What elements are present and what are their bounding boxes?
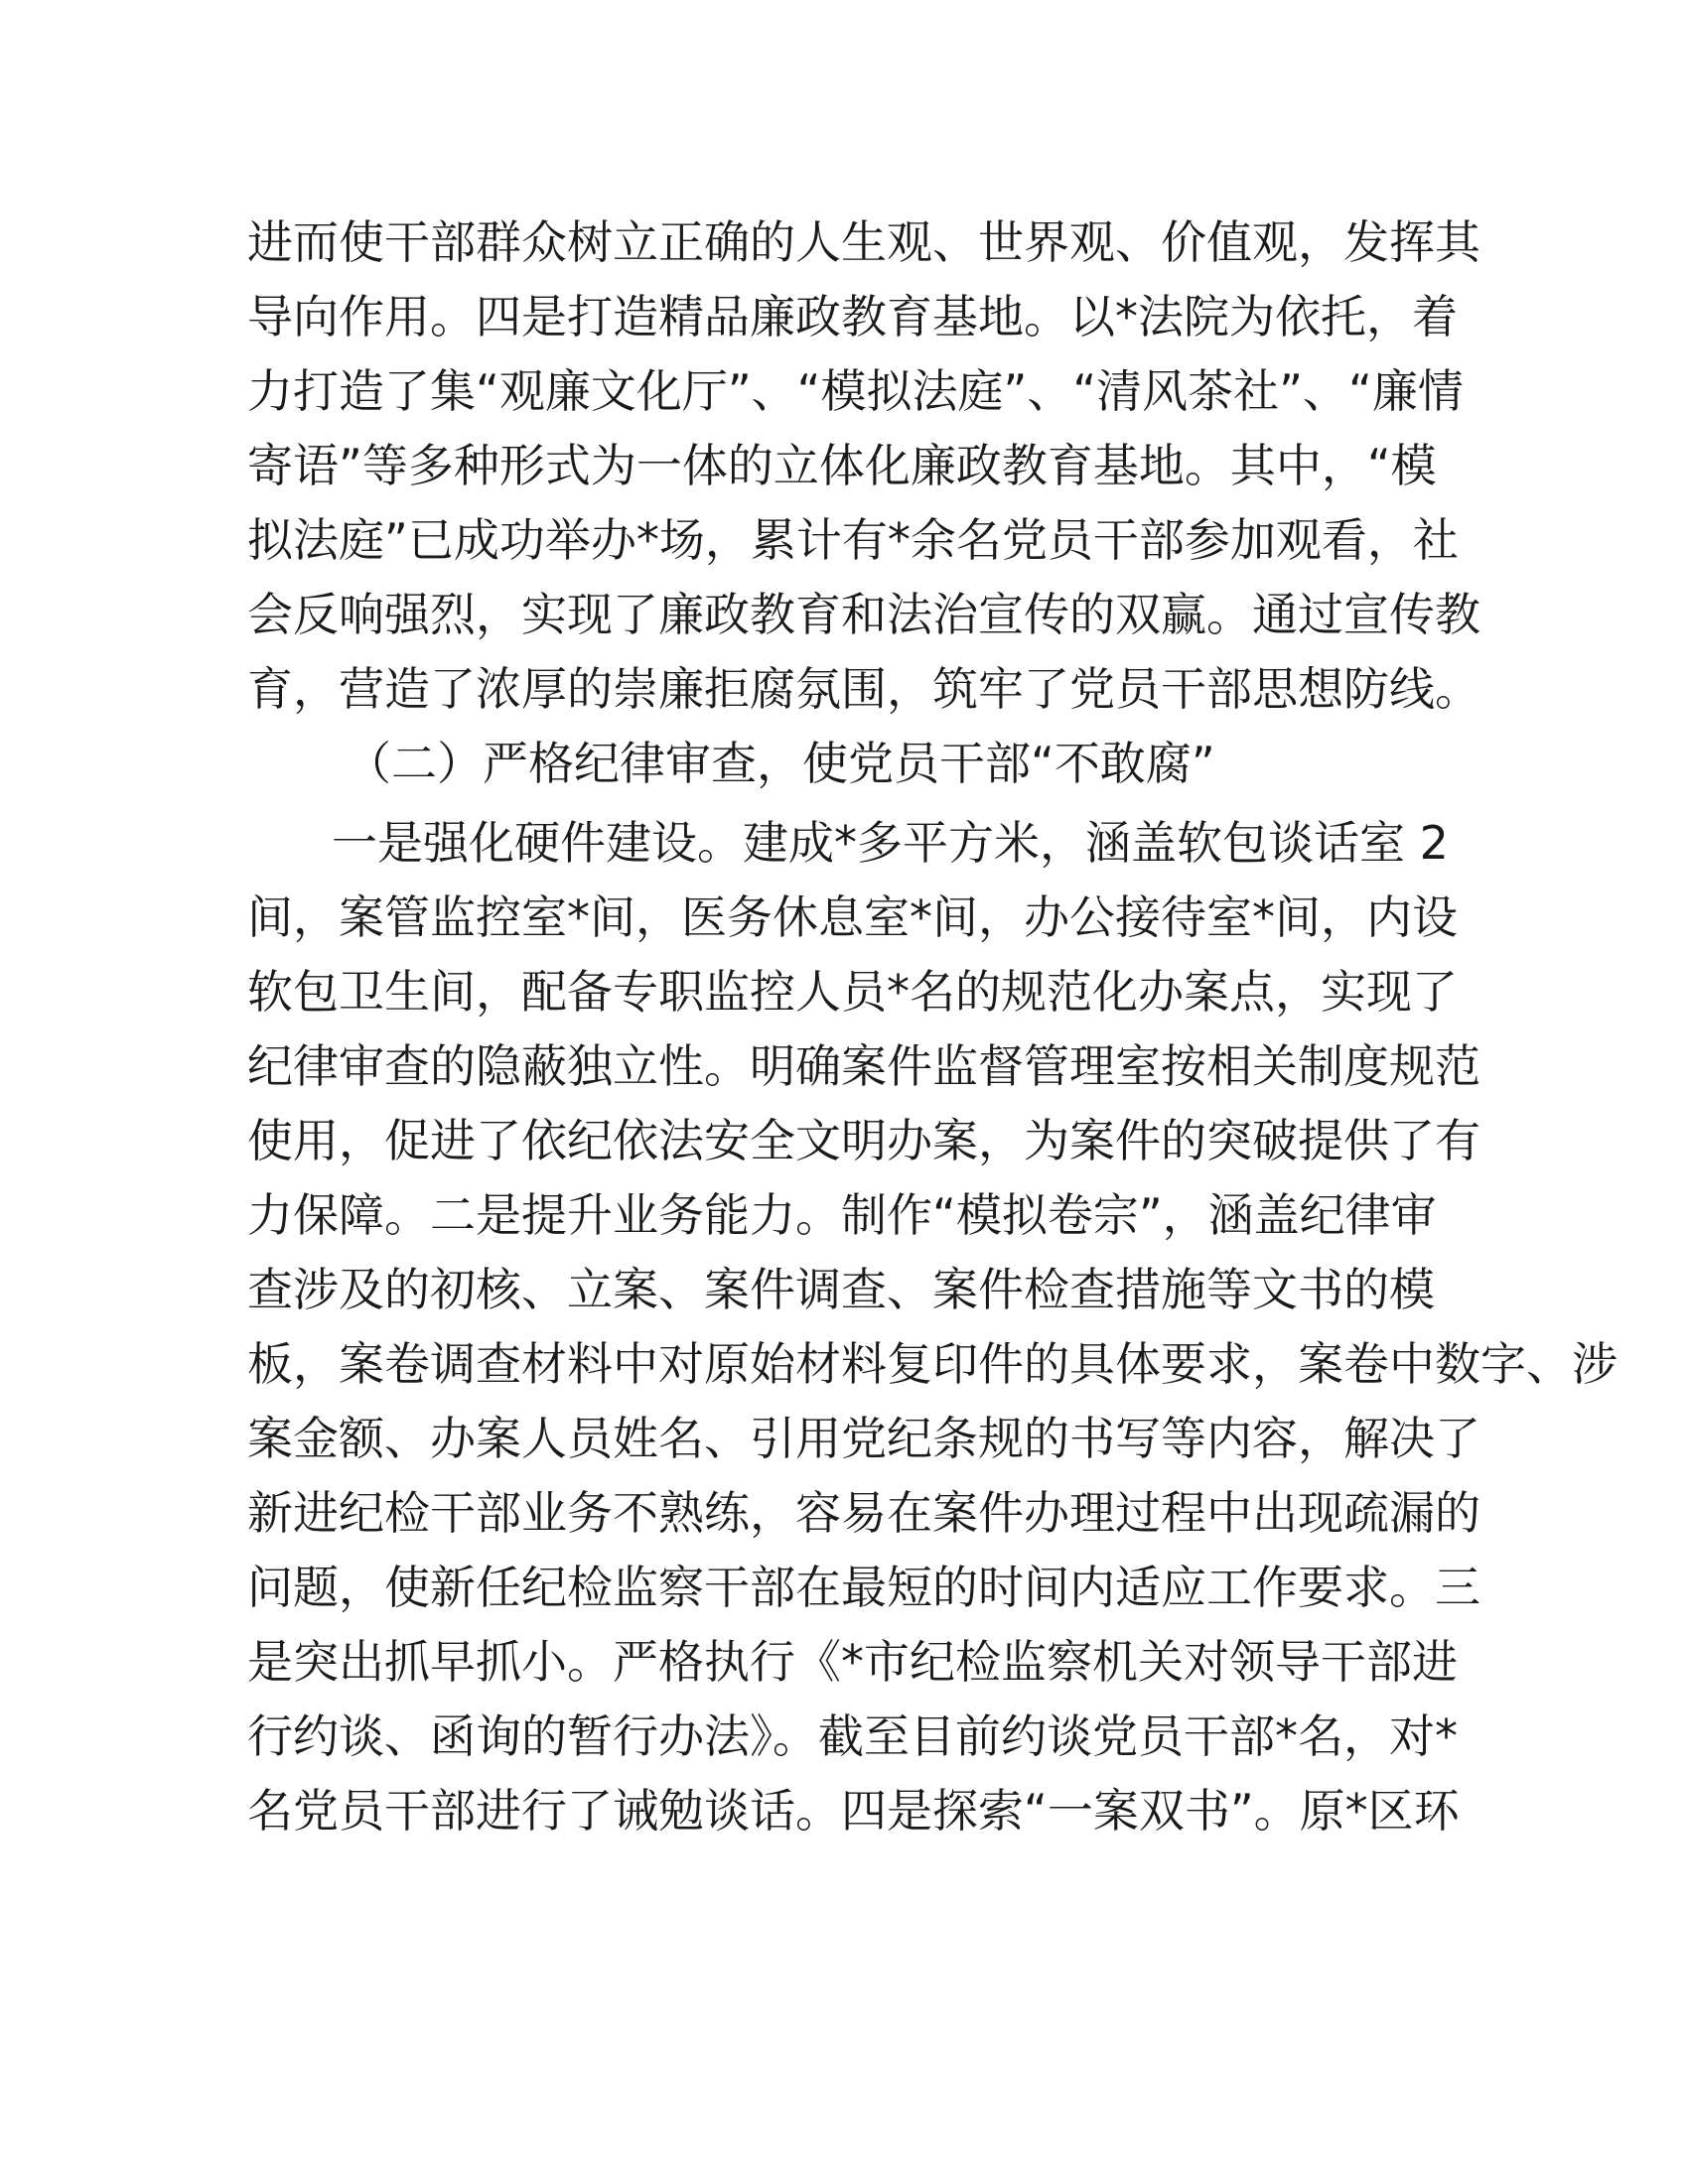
paragraph-line-6: 会反响强烈，实现了廉政教育和法治宣传的双赢。通过宣传教 [247,588,1480,641]
paragraph-line-14: 力保障。二是提升业务能力。制作“模拟卷宗”，涵盖纪律审 [247,1188,1437,1242]
paragraph-line-7: 育，营造了浓厚的崇廉拒腐氛围，筑牢了党员干部思想防线。 [247,662,1480,716]
section-heading: （二）严格纪律审查，使党员干部“不敢腐” [346,737,1215,790]
paragraph-line-18: 新进纪检干部业务不熟练，容易在案件办理过程中出现疏漏的 [247,1486,1480,1540]
paragraph-line-10: 间，案管监控室*间，医务休息室*间，办公接待室*间，内设 [247,890,1458,944]
paragraph-line-19: 问题，使新任纪检监察干部在最短的时间内适应工作要求。三 [247,1561,1480,1614]
paragraph-line-1: 进而使干部群众树立正确的人生观、世界观、价值观，发挥其 [247,215,1480,269]
paragraph-line-3: 力打造了集“观廉文化厅”、“模拟法庭”、“清风茶社”、“廉情 [247,364,1464,418]
paragraph-line-15: 查涉及的初核、立案、案件调查、案件检查措施等文书的模 [247,1263,1435,1316]
paragraph-line-11: 软包卫生间，配备专职监控人员*名的规范化办案点，实现了 [247,965,1458,1019]
paragraph-line-5: 拟法庭”已成功举办*场，累计有*余名党员干部参加观看，社 [247,513,1459,567]
paragraph-line-21: 行约谈、函询的暂行办法》。截至目前约谈党员干部*名，对* [247,1709,1458,1763]
paragraph-line-22: 名党员干部进行了诫勉谈话。四是探索“一案双书”。原*区环 [247,1784,1460,1838]
paragraph-line-2: 导向作用。四是打造精品廉政教育基地。以*法院为依托，着 [247,290,1458,343]
paragraph-line-13: 使用，促进了依纪依法安全文明办案，为案件的突破提供了有 [247,1114,1480,1167]
paragraph-line-20: 是突出抓早抓小。严格执行《*市纪检监察机关对领导干部进 [247,1635,1458,1689]
paragraph-line-9: 一是强化硬件建设。建成*多平方米，涵盖软包谈话室 2 [332,816,1449,870]
paragraph-line-16: 板，案卷调查材料中对原始材料复印件的具体要求，案卷中数字、涉 [247,1337,1618,1391]
paragraph-line-4: 寄语”等多种形式为一体的立体化廉政教育基地。其中，“模 [247,439,1437,492]
paragraph-line-17: 案金额、办案人员姓名、引用党纪条规的书写等内容，解决了 [247,1412,1480,1465]
paragraph-line-12: 纪律审查的隐蔽独立性。明确案件监督管理室按相关制度规范 [247,1039,1480,1093]
